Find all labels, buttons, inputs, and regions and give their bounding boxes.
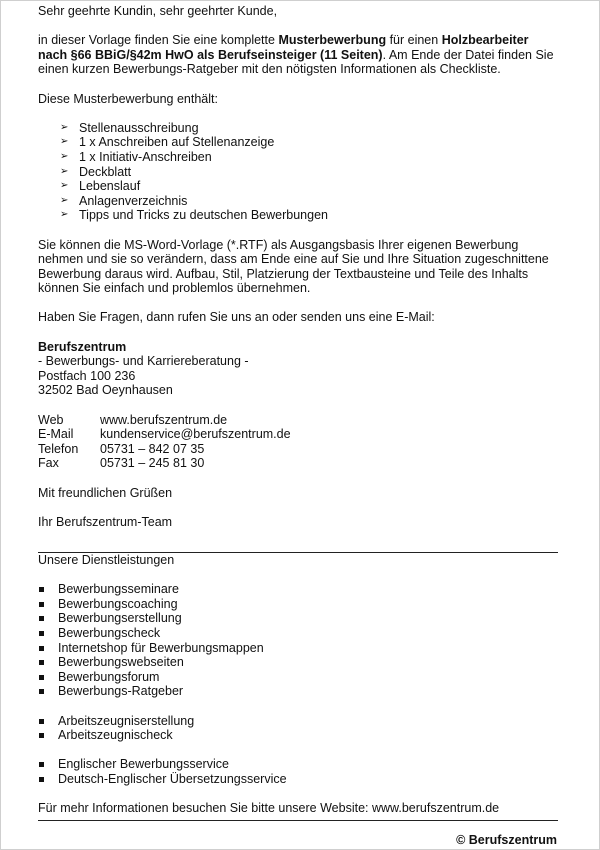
square-bullet-icon xyxy=(39,602,44,607)
list-item: Bewerbungsseminare xyxy=(38,582,558,597)
arrow-bullet-icon: ➢ xyxy=(60,136,69,148)
square-bullet-icon xyxy=(39,733,44,738)
list-item: ➢ Stellenausschreibung xyxy=(60,120,199,135)
intro-paragraph xyxy=(38,33,558,77)
contents-list xyxy=(38,121,558,223)
contact-row-web: Web www.berufszentrum.de xyxy=(38,412,228,427)
company-street: Postfach 100 236 xyxy=(38,368,136,383)
intro-text-2: für einen xyxy=(386,33,442,48)
list-item: ➢ Tipps und Tricks zu deutschen Bewerbungen xyxy=(60,208,328,223)
questions-paragraph: Haben Sie Fragen, dann rufen Sie uns an oder senden uns eine E-Mail: xyxy=(38,310,435,325)
email-link[interactable]: kundenservice@berufszentrum.de xyxy=(100,427,291,442)
more-info: Für mehr Informationen besuchen Sie bitte unsere Website: www.berufszentrum.de xyxy=(38,801,500,816)
square-bullet-icon xyxy=(39,762,44,767)
square-bullet-icon xyxy=(39,646,44,651)
intro-bold-2: Holzbearbeiter nach §66 BBiG/§42m HwO als Berufseinsteiger (11 Seiten) xyxy=(38,33,529,62)
services-heading: Unsere Dienstleistungen xyxy=(38,552,175,567)
arrow-bullet-icon: ➢ xyxy=(60,209,69,221)
arrow-bullet-icon: ➢ xyxy=(60,150,69,162)
company-city: 32502 Bad Oeynhausen xyxy=(38,383,173,398)
signature: Ihr Berufszentrum-Team xyxy=(38,514,173,529)
list-item: ➢ Lebenslauf xyxy=(60,179,141,194)
list-item: Englischer Bewerbungsservice xyxy=(38,757,558,772)
list-item: Bewerbungsforum xyxy=(38,670,558,685)
intro-bold-1: Musterbewerbung xyxy=(278,33,387,48)
list-item: Deutsch-Englischer Übersetzungsservice xyxy=(38,772,558,787)
template-paragraph: Sie können die MS-Word-Vorlage (*.RTF) als Ausgangsbasis Ihrer eigenen Bewerbung nehmen und sie so verändern, dass am Ende eine auf Sie und Ihre Situation zugeschnittene Bewerbung daraus wird. Aufbau, Stil, Platzierung der Textbausteine und Teile des Inhalts können Sie einfach und problemlos übernehmen. xyxy=(38,237,549,296)
list-item: ➢ 1 x Initiativ-Anschreiben xyxy=(60,149,212,164)
list-item: Bewerbungs-Ratgeber xyxy=(38,684,558,699)
arrow-bullet-icon: ➢ xyxy=(60,180,69,192)
greeting: Sehr geehrte Kundin, sehr geehrter Kunde, xyxy=(38,4,278,18)
list-item: Arbeitszeugniserstellung xyxy=(38,714,558,729)
square-bullet-icon xyxy=(39,587,44,592)
list-item: ➢ Deckblatt xyxy=(60,164,132,179)
arrow-bullet-icon: ➢ xyxy=(60,194,69,206)
square-bullet-icon xyxy=(39,689,44,694)
list-item: Bewerbungswebseiten xyxy=(38,655,558,670)
list-item: ➢ 1 x Anschreiben auf Stellenanzeige xyxy=(60,135,275,150)
contact-row-fax: Fax 05731 – 245 81 30 xyxy=(38,456,205,471)
company-name: Berufszentrum xyxy=(38,339,127,354)
copyright: © Berufszentrum xyxy=(456,833,557,847)
list-item: Internetshop für Bewerbungsmappen xyxy=(38,641,558,656)
contains-heading: Diese Musterbewerbung enthält: xyxy=(38,91,218,106)
arrow-bullet-icon: ➢ xyxy=(60,121,69,133)
contact-row-email: E-Mail kundenservice@berufszentrum.de xyxy=(38,427,291,442)
services-list-1 xyxy=(38,582,558,699)
services-list-3 xyxy=(38,757,558,786)
footer-divider xyxy=(38,820,558,821)
web-link[interactable]: www.berufszentrum.de xyxy=(100,412,228,427)
company-subtitle: - Bewerbungs- und Karriereberatung - xyxy=(38,354,249,369)
square-bullet-icon xyxy=(39,631,44,636)
list-item: Bewerbungscheck xyxy=(38,626,558,641)
square-bullet-icon xyxy=(39,719,44,724)
list-item: Bewerbungserstellung xyxy=(38,611,558,626)
services-list-2 xyxy=(38,714,558,743)
intro-text-3: . Am Ende der Datei finden Sie einen kurzen Bewerbungs-Ratgeber mit den nötigsten Informationen als Checkliste. xyxy=(38,47,554,77)
square-bullet-icon xyxy=(39,616,44,621)
arrow-bullet-icon: ➢ xyxy=(60,165,69,177)
list-item: Arbeitszeugnischeck xyxy=(38,728,558,743)
square-bullet-icon xyxy=(39,777,44,782)
list-item: ➢ Anlagenverzeichnis xyxy=(60,193,188,208)
closing: Mit freundlichen Grüßen xyxy=(38,485,173,500)
letter-content xyxy=(38,4,558,821)
square-bullet-icon xyxy=(39,660,44,665)
list-item: Bewerbungscoaching xyxy=(38,597,558,612)
square-bullet-icon xyxy=(39,675,44,680)
intro-text-1: in dieser Vorlage finden Sie eine komplette xyxy=(38,33,279,48)
contact-row-phone: Telefon 05731 – 842 07 35 xyxy=(38,441,205,456)
